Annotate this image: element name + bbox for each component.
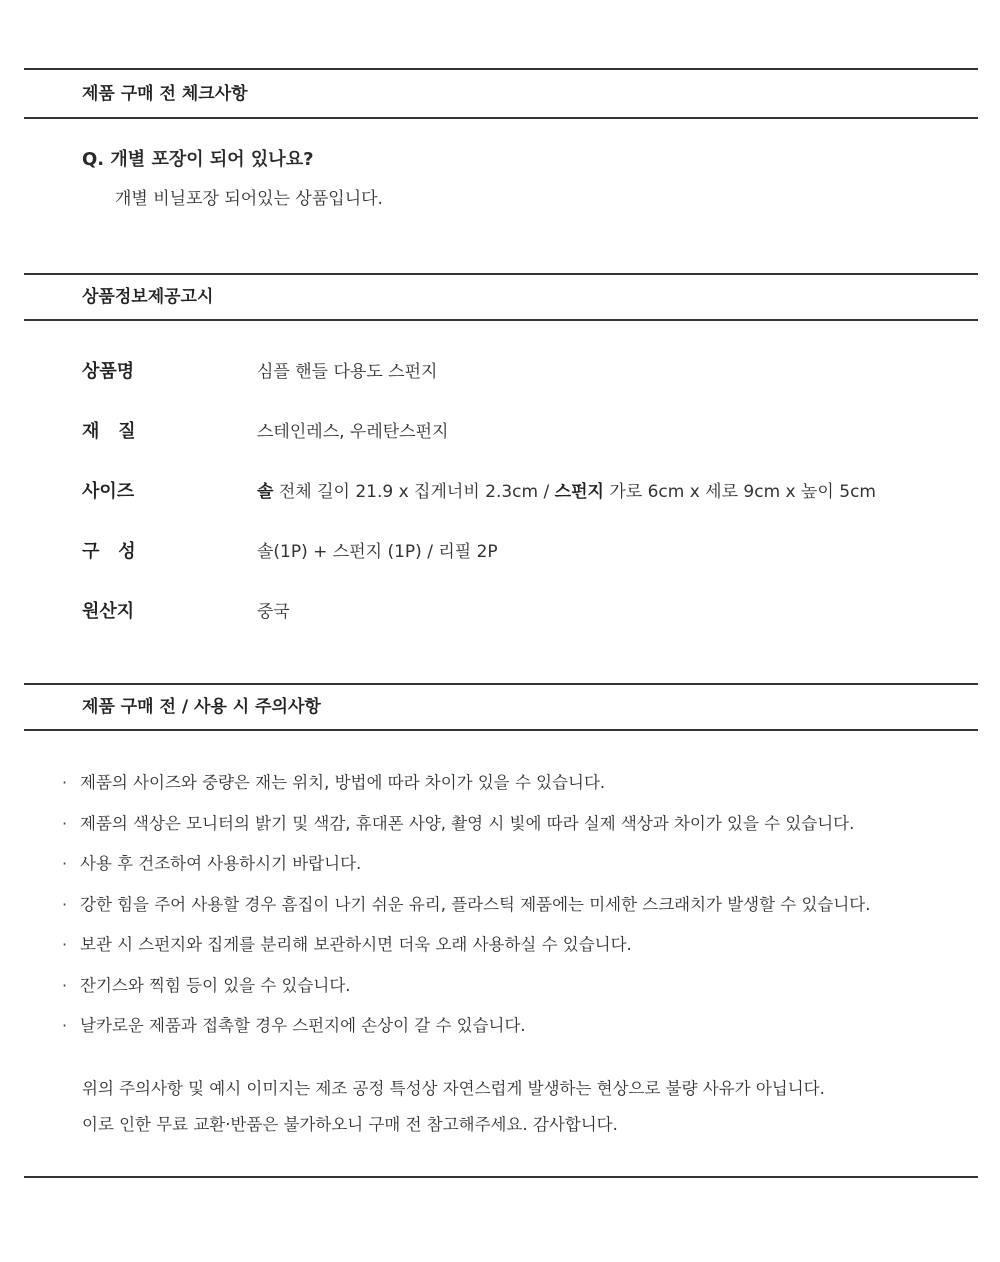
bullet-dot-icon: ·	[62, 895, 68, 914]
info-row-composition	[82, 539, 962, 565]
caution-text: 날카로운 제품과 접촉할 경우 스펀지에 손상이 갈 수 있습니다.	[80, 1016, 526, 1035]
divider	[24, 319, 978, 321]
info-row-size	[82, 479, 962, 505]
divider	[24, 683, 978, 685]
caution-text: 제품의 색상은 모니터의 밝기 및 색감, 휴대폰 사양, 촬영 시 빛에 따라 실제 색상과 차이가 있을 수 있습니다.	[80, 814, 855, 833]
info-value: 스테인레스, 우레탄스펀지	[257, 422, 449, 442]
faq-question: Q. 개별 포장이 되어 있나요?	[82, 149, 314, 170]
divider	[24, 729, 978, 731]
bullet-dot-icon: ·	[62, 1016, 68, 1035]
info-row-product-name	[82, 359, 962, 385]
info-label: 재 질	[82, 421, 136, 442]
caution-note-line: 이로 인한 무료 교환·반품은 불가하오니 구매 전 참고해주세요. 감사합니다.	[82, 1115, 618, 1134]
size-brush-label: 솔	[257, 482, 274, 502]
info-label: 원산지	[82, 601, 135, 622]
size-brush-text: 전체 길이 21.9 x 집게너비 2.3cm /	[273, 482, 555, 502]
caution-text: 잔기스와 찍힘 등이 있을 수 있습니다.	[80, 976, 351, 995]
divider	[24, 273, 978, 275]
caution-section-title: 제품 구매 전 / 사용 시 주의사항	[82, 697, 321, 717]
info-value: 중국	[257, 602, 290, 622]
size-sponge-text: 가로 6cm x 세로 9cm x 높이 5cm	[603, 482, 876, 502]
bullet-dot-icon: ·	[62, 976, 68, 995]
bullet-dot-icon: ·	[62, 854, 68, 873]
bullet-dot-icon: ·	[62, 935, 68, 954]
bullet-dot-icon: ·	[62, 773, 68, 792]
divider-top	[24, 68, 978, 70]
caution-text: 제품의 사이즈와 중량은 재는 위치, 방법에 따라 차이가 있을 수 있습니다.	[80, 773, 606, 792]
info-row-origin	[82, 599, 962, 625]
info-section-title: 상품정보제공고시	[82, 287, 214, 307]
info-label: 구 성	[82, 541, 136, 562]
check-section-title: 제품 구매 전 체크사항	[82, 84, 248, 104]
caution-note-line: 위의 주의사항 및 예시 이미지는 제조 공정 특성상 자연스럽게 발생하는 현상으로 불량 사유가 아닙니다.	[82, 1079, 825, 1098]
info-value: 솔(1P) + 스펀지 (1P) / 리필 2P	[257, 542, 498, 562]
caution-text: 사용 후 건조하여 사용하시기 바랍니다.	[80, 854, 362, 873]
info-label: 상품명	[82, 361, 135, 382]
info-value: 심플 핸들 다용도 스펀지	[257, 362, 438, 382]
divider	[24, 117, 978, 119]
info-value	[257, 479, 876, 505]
faq-answer: 개별 비닐포장 되어있는 상품입니다.	[115, 189, 383, 209]
info-row-material	[82, 419, 962, 445]
info-label: 사이즈	[82, 481, 135, 502]
caution-text: 강한 힘을 주어 사용할 경우 흠집이 나기 쉬운 유리, 플라스틱 제품에는 미세한 스크래치가 발생할 수 있습니다.	[80, 895, 871, 914]
bullet-dot-icon: ·	[62, 814, 68, 833]
caution-text: 보관 시 스펀지와 집게를 분리해 보관하시면 더욱 오래 사용하실 수 있습니다.	[80, 935, 632, 954]
divider-bottom	[24, 1176, 978, 1178]
size-sponge-label: 스펀지	[554, 482, 604, 502]
